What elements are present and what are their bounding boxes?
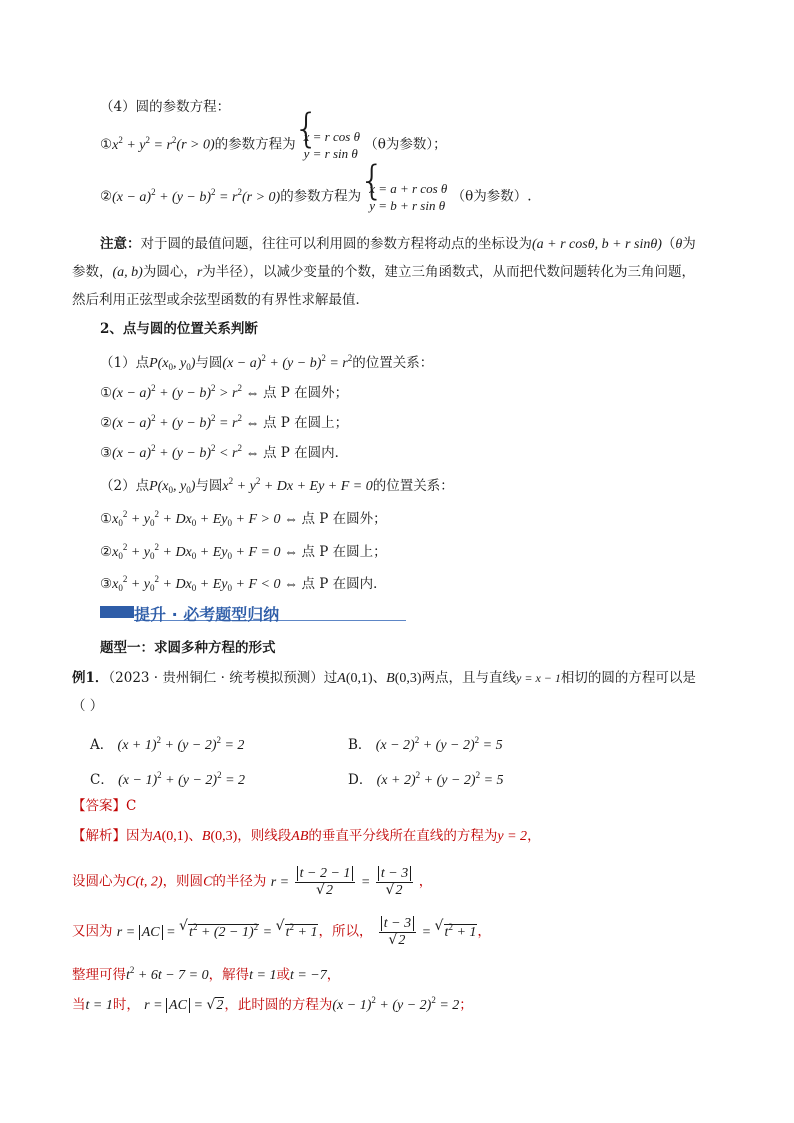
pos-rel-1-intro: （1）点$P(x_0$, $y_0$)与圆$(x - a)^2 + (y - b)^2 = r^2$的位置关系： (100, 353, 434, 372)
param-eq-2: ②(x − $a)^2 + (y - b)^2 = r^2(r > 0)$的参数方程为 { x = a + r cos θ y = b + r sin θ （θ为参数）. (100, 180, 532, 214)
pos-rel-1-outside: ①(x − $a)^2 + (y - b)^2 > r^2$ ⇔ 点 P 在圆外； (100, 383, 349, 401)
analysis-line-1: 【解析】因为A(0,1)、B(0,3)，则线段AB的垂直平分线所在直线的方程为y = 2， (72, 828, 541, 844)
analysis-line-4: 整理可得$t^2 + 6t - 7 = 0$，解得t = 1或t = −7， (72, 965, 341, 983)
answer-value: C (126, 798, 137, 814)
pos-rel-1-inside: ③(x − $a)^2 + (y - b)^2 < r^2$ ⇔ 点 P 在圆内． (100, 443, 349, 461)
analysis-line-2: 设圆心为C(t, 2)，则圆C的半径为 r = t − 2 − 1 √ 2 = t − 3 √ 2 ， (72, 866, 432, 899)
pos-rel-2-outside: $①x_0^2 + y_0^2 + Dx_0 + Ey_0 + F > 0$ ⇔ 点 P 在圆外； (100, 509, 387, 528)
analysis-line-3: 又因为 r = AC = √ $t^2 + (2 - 1)^2$ = √ $t^2 + 1$，所以， t − 3 √ 2 = √ $t^2 + 1$， (72, 916, 491, 949)
param-system-1: { x = r cos θ y = r sin θ (296, 128, 360, 162)
option-a: A． $(x + 1)^2 + (y - 2)^2 = 2$ (90, 735, 245, 753)
banner-accent-bar (100, 606, 134, 618)
param-eq-1: $①x^2 + y^2 = r^2(r > 0)$的参数方程为 { x = r cos θ y = r sin θ （θ为参数）； (100, 128, 447, 162)
analysis-line-5: 当t = 1时， r = AC = √ 2，此时圆的方程为$(x - 1)^2 + (y - 2)^2 = 2$； (72, 991, 473, 1015)
section-4-title: （4）圆的参数方程： (100, 99, 231, 115)
section-banner: 提升 · 必考题型归纳 (134, 605, 280, 624)
pos-rel-2-on: $②x_0^2 + y_0^2 + Dx_0 + Ey_0 + F = 0$ ⇔ 点 P 在圆上； (100, 542, 387, 561)
example-1-stem: 例1．（2023 · 贵州铜仁 · 统考模拟预测）过A(0,1)、B(0,3)两点，且与直线y = x − 1相切的圆的方程可以是 (72, 670, 696, 686)
note-line-3: 然后利用正弦型或余弦型函数的有界性求解最值． (72, 292, 369, 308)
pos-rel-2-inside: $③x_0^2 + y_0^2 + Dx_0 + Ey_0 + F < 0$ ⇔ 点 P 在圆内． (100, 574, 387, 593)
section-2-title: 2、点与圆的位置关系判断 (100, 321, 258, 337)
option-b: B． $(x - 2)^2 + (y - 2)^2 = 5$ (348, 735, 503, 753)
example-1-paren: （ ） (72, 698, 104, 714)
question-type-title: 题型一：求圆多种方程的形式 (100, 640, 276, 656)
note-line-1: 注意：对于圆的最值问题，往往可以利用圆的参数方程将动点的坐标设为(a + r cosθ, b + r sinθ)（θ为 (100, 236, 696, 252)
option-c: C． $(x - 1)^2 + (y - 2)^2 = 2$ (90, 770, 246, 788)
option-d: D． $(x + 2)^2 + (y - 2)^2 = 5$ (348, 770, 504, 788)
answer-line: 【答案】C (72, 798, 137, 814)
param-system-2: { x = a + r cos θ y = b + r sin θ (361, 180, 447, 214)
note-line-2: 参数，(a, b)为圆心，r为半径），以减少变量的个数，建立三角函数式，从而把代数问题转化为三角问题， (72, 264, 696, 280)
pos-rel-2-intro: （2）点$P(x_0$, $y_0$)与圆$x^2 + y^2 + Dx + Ey + F = 0$的位置关系： (100, 476, 454, 495)
pos-rel-1-on: ②(x − $a)^2 + (y - b)^2 = r^2$ ⇔ 点 P 在圆上； (100, 413, 349, 431)
